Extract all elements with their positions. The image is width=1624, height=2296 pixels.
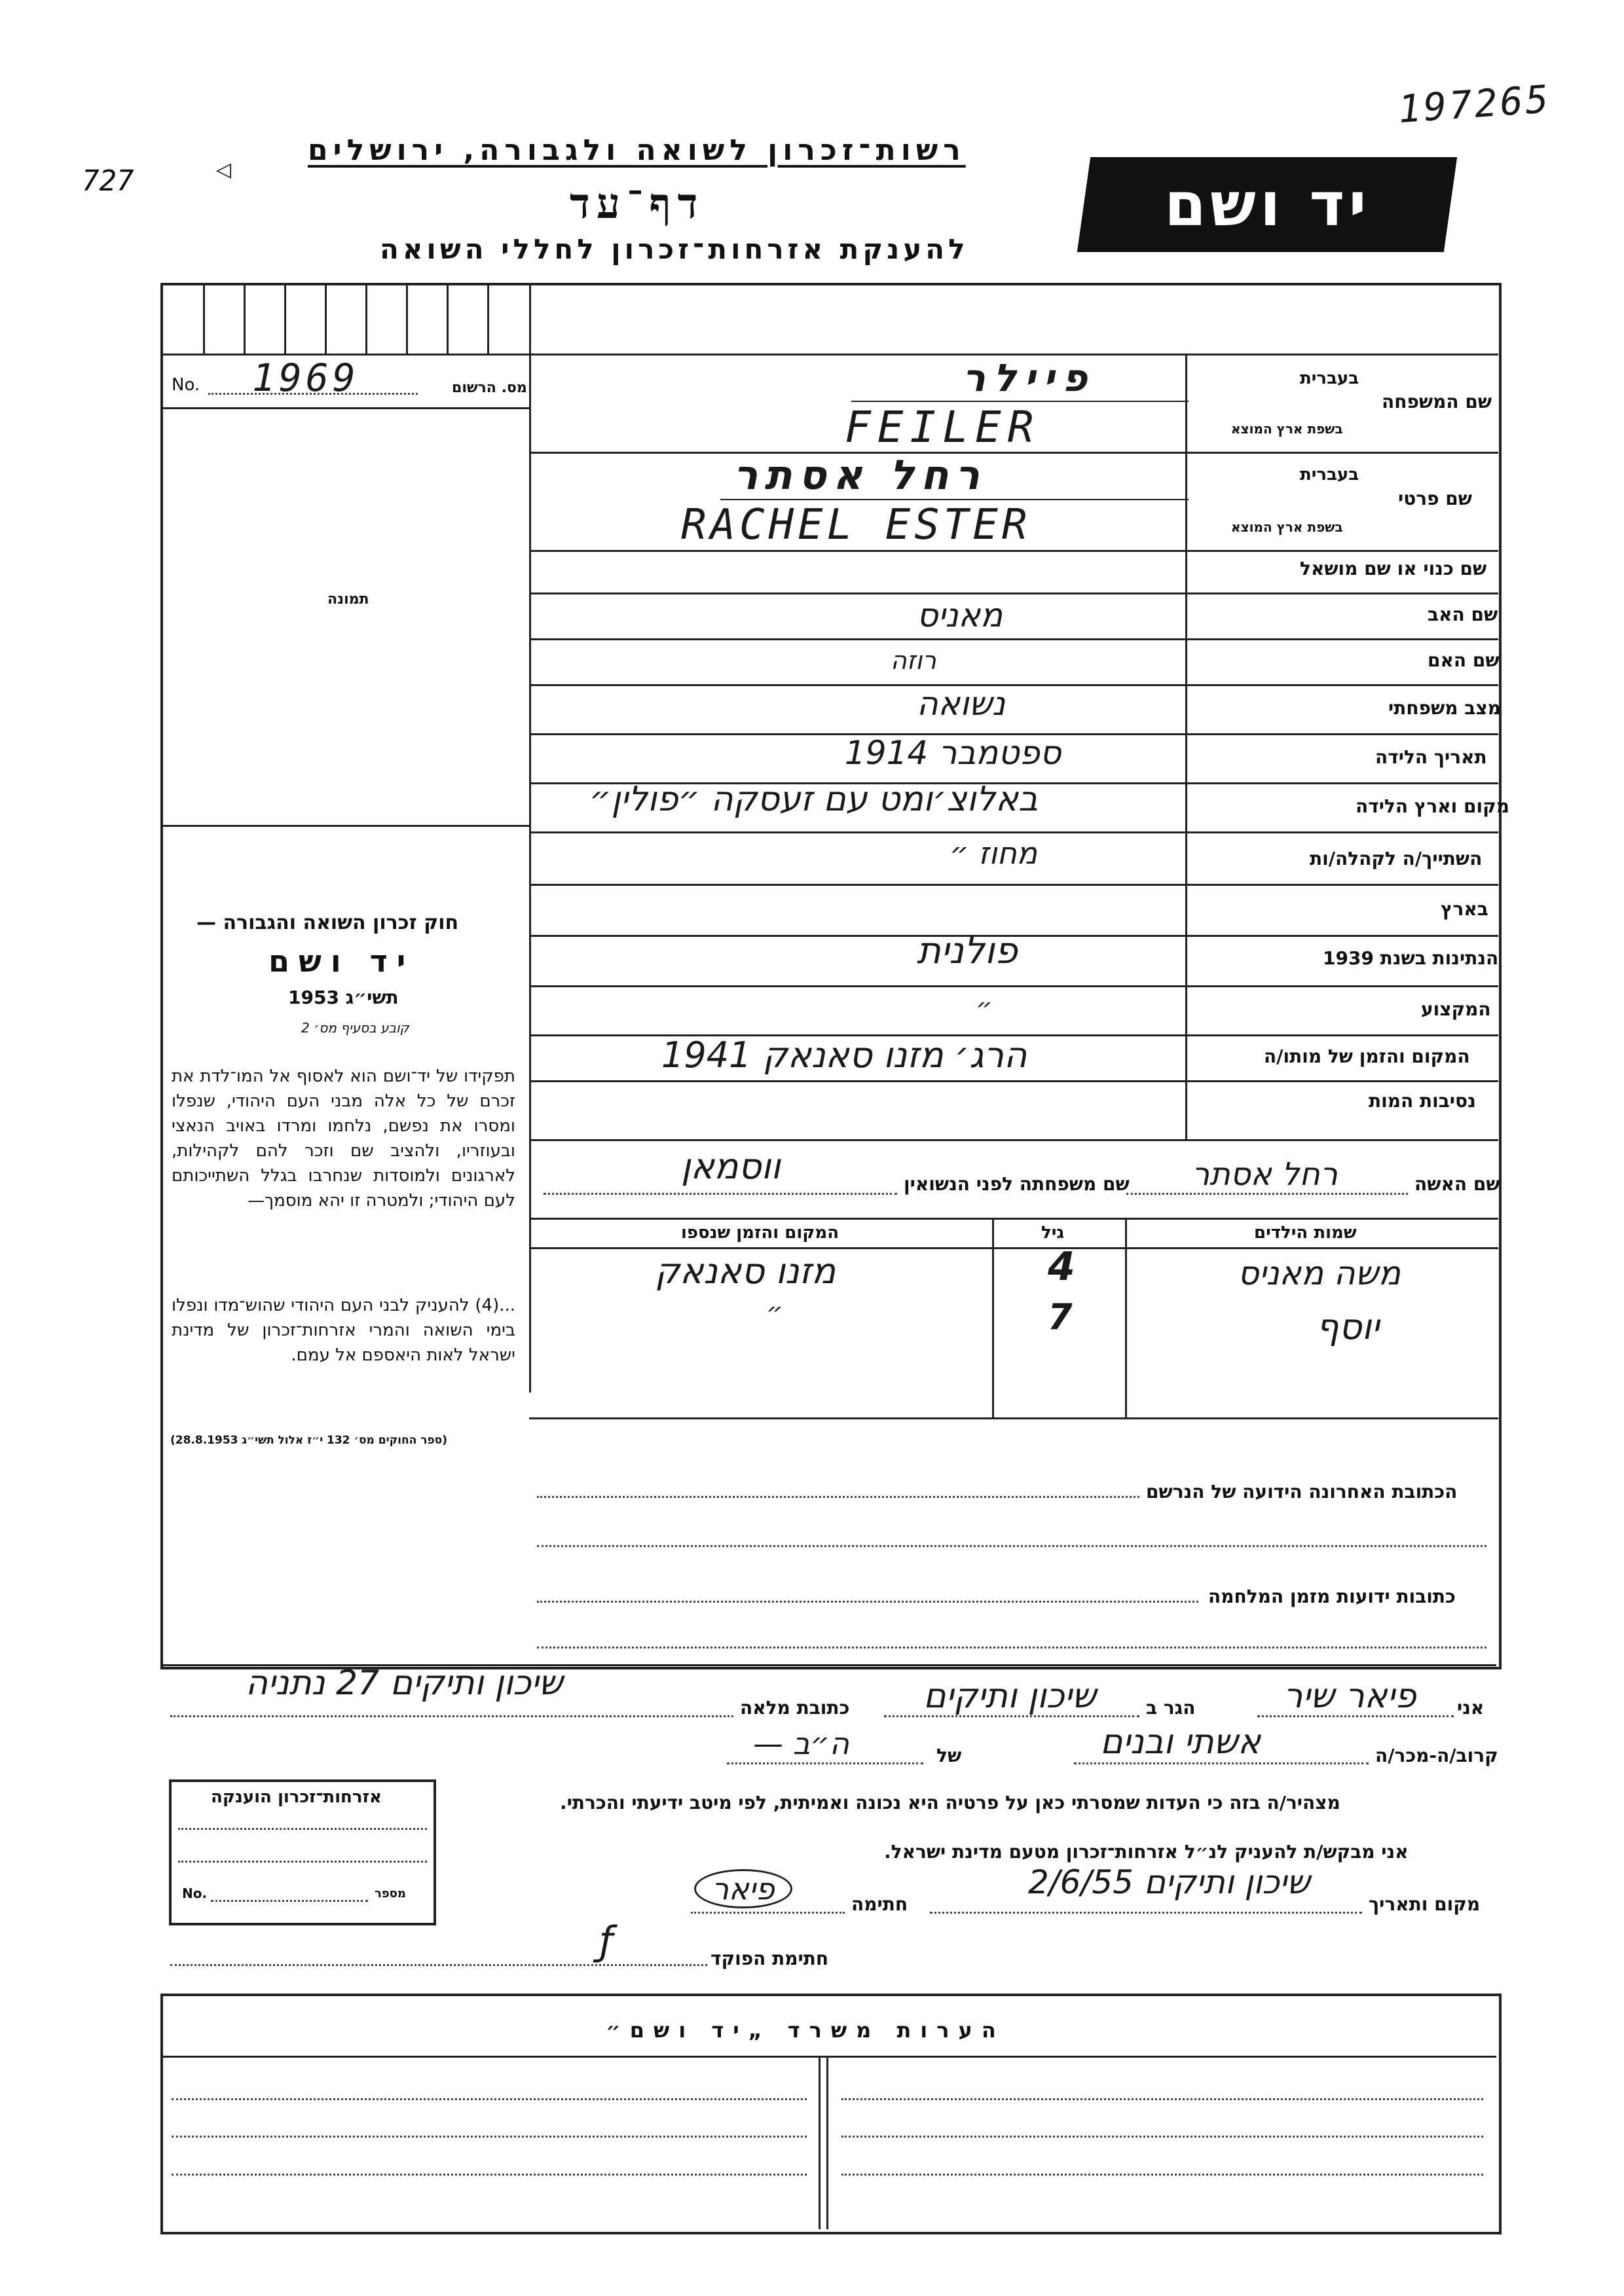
tick (365, 283, 367, 354)
maiden-dotline (544, 1193, 897, 1195)
circumstances-label: נסיבות המות (1369, 1090, 1476, 1112)
birthdate-label: תאריך הלידה (1375, 746, 1487, 768)
law-year: תשי״ג 1953 (288, 987, 399, 1008)
row-divider (529, 831, 1498, 833)
children-header-bottom (529, 1247, 1498, 1249)
declarant-full-address: שיכון ותיקים 27 נתניה (246, 1664, 563, 1703)
signature-label: חתימה (851, 1893, 908, 1915)
row-divider (529, 1139, 1498, 1141)
of-label: של (936, 1745, 962, 1766)
row-divider (529, 684, 1498, 686)
relative-label: קרוב/ה-מכר/ה (1375, 1745, 1498, 1766)
of-value: ה״ב — (753, 1726, 849, 1761)
profession-label: המקצוע (1421, 998, 1491, 1020)
declaration-statement: מצהיר/ה בזה כי העדות שמסרתי כאן על פרטיה היא נכונה ואמיתית, לפי מיטב ידיעתי והכרתי. (560, 1792, 1340, 1813)
family-name-origin-sublabel: בשפת ארץ המוצא (1231, 421, 1343, 437)
declarant-relation: אשתי ובנים (1100, 1722, 1261, 1762)
certificate-box (169, 1779, 436, 1925)
law-text-part1: תפקידו של יד־ושם הוא לאסוף אל המו־לדת את זכרם של כל אלה מבני העם היהודי, שנפלו ומסרו את נפשם, נלחמו ומרדו באויב הנאצי ובעוזריו, ולהציב שם וזכר להם לקהילות, לארגונים ולמוסדות שנחרבו בגלל השתייכותם לעם היהודי; ולמטרה זו יהא מוסמך— (172, 1066, 515, 1211)
nickname-label: שם כנוי או שם מושאל (1300, 558, 1487, 579)
dotline (172, 2136, 807, 2138)
death-place-label: המקום והזמן של מותו/ה (1264, 1046, 1470, 1067)
first-name-hebrew-value: רחל אסתר (733, 451, 986, 499)
death-place-value: הרג׳ מזנו סאנאק 1941 (661, 1034, 1027, 1076)
registration-label-he: מס. הרשום (452, 380, 527, 396)
notes-center-divider (826, 2056, 828, 2229)
arrow-mark-icon: ◁ (216, 158, 232, 181)
full-address-label: כתובת מלאה (740, 1697, 850, 1719)
child-death-place: ״ (766, 1298, 783, 1328)
officer-signature-label: חתימת הפוקד (710, 1948, 829, 1969)
declarant-name: פיאר שיר (1283, 1677, 1416, 1716)
yad-vashem-logo (1077, 157, 1457, 252)
country-label: בארץ (1441, 898, 1488, 920)
child-age: 4 (1048, 1244, 1075, 1290)
dotline (172, 2174, 807, 2176)
left-column-divider (529, 283, 531, 1393)
mother-label: שם האם (1428, 649, 1500, 671)
resides-label: הגר ב (1146, 1697, 1196, 1719)
child-name: יוסף (1316, 1306, 1380, 1347)
birthplace-label: מקום וארץ הלידה (1356, 795, 1509, 817)
wartime-dotline (537, 1601, 1198, 1603)
row-divider (529, 592, 1498, 594)
tick (203, 283, 205, 354)
dotline (1074, 1762, 1369, 1764)
father-value: מאניס (917, 596, 1003, 634)
children-age-header: גיל (1041, 1223, 1065, 1243)
notes-title-bottom (160, 2056, 1496, 2058)
dotline (170, 1715, 733, 1717)
row-divider (529, 452, 1498, 454)
birthdate-value: ספטמבר 1914 (845, 734, 1061, 772)
photo-label: תמונה (327, 591, 369, 608)
officer-dotline (170, 1964, 707, 1966)
registration-number: 1969 (252, 355, 360, 400)
wife-maiden-value: ווסמאן (681, 1146, 781, 1187)
marital-status-value: נשואה (917, 685, 1006, 723)
certificate-number-label-he: מספר (375, 1887, 406, 1901)
authority-line: רשות־זכרון לשואה ולגבורה, ירושלים (308, 134, 966, 167)
wife-name-label: שם האשה (1414, 1173, 1500, 1195)
declarant-signature: פיאר (694, 1869, 792, 1908)
page-subtitle: להענקת אזרחות־זכרון לחללי השואה (380, 233, 969, 265)
declarant-city: שיכון ותיקים (923, 1677, 1096, 1716)
tick (325, 283, 327, 354)
address-dotline (537, 1647, 1486, 1649)
citizenship-request: אני מבקש/ת להעניק לנ״ל אזרחות־זכרון מטעם מדינת ישראל. (884, 1841, 1409, 1863)
first-name-label: שם פרטי (1398, 488, 1473, 509)
first-hebrew-underline (720, 499, 1189, 500)
certificate-number-label-en: No. (182, 1886, 208, 1901)
mother-value: רוזה (891, 646, 936, 675)
address-dotline (537, 1545, 1486, 1547)
family-name-hebrew-value: פיילר (963, 355, 1096, 400)
registration-row-bottom (160, 407, 530, 409)
dotline (211, 1900, 368, 1902)
dotline (841, 2174, 1483, 2176)
archive-number-top-right: 197265 (1396, 76, 1553, 132)
wife-dotline (1126, 1193, 1408, 1195)
profession-value: ״ (976, 993, 993, 1023)
dotline (841, 2098, 1483, 2100)
dotline (727, 1762, 923, 1764)
law-name: יד ושם (268, 943, 415, 979)
first-name-origin-sublabel: בשפת ארץ המוצא (1231, 519, 1343, 535)
place-date-value: שיכון ותיקים 2/6/55 (1028, 1863, 1310, 1901)
wartime-address-label: כתובות ידועות מזמן המלחמה (1208, 1586, 1456, 1607)
notes-center-divider (819, 2056, 821, 2229)
row-divider (529, 985, 1498, 987)
child-name: משה מאניס (1238, 1254, 1401, 1292)
citizenship-value: פולנית (917, 930, 1018, 972)
wife-name-value: רחל אסתר (1192, 1156, 1338, 1193)
family-name-label: שם המשפחה (1382, 391, 1492, 412)
father-label: שם האב (1428, 604, 1498, 625)
office-notes-title: הערות משרד „יד ושם״ (606, 2018, 1005, 2043)
children-names-header: שמות הילדים (1254, 1223, 1357, 1243)
children-place-header: המקום והזמן שנספו (681, 1223, 840, 1243)
last-address-label: הכתובת האחרונה הידועה של הנרשם (1146, 1481, 1458, 1503)
photo-box-bottom (160, 825, 530, 827)
archive-number-top-left: 727 (82, 164, 134, 198)
dotline (691, 1912, 845, 1914)
last-address-dotline (537, 1496, 1139, 1498)
declarant-i-label: אני (1457, 1697, 1485, 1719)
tick (447, 283, 449, 354)
logo-text: יד ושם (1164, 170, 1371, 240)
row-divider (529, 1218, 1498, 1220)
law-citation: (ספר החוקים מס׳ 132 י״ז אלול תשי״ג 28.8.1953) (170, 1434, 447, 1447)
place-date-label: מקום ותאריך (1369, 1893, 1481, 1915)
dotline (841, 2136, 1483, 2138)
registration-label-en: No. (172, 375, 200, 395)
tick (487, 283, 489, 354)
family-name-hebrew-sublabel: בעברית (1300, 369, 1359, 388)
tick (284, 283, 286, 354)
dotline (178, 1828, 427, 1830)
row-divider (529, 550, 1498, 552)
birthplace-value: באלוצ׳ומט עם זעסקה ״פולין״ (589, 780, 1039, 819)
row-divider (529, 1080, 1498, 1082)
row-divider (529, 638, 1498, 640)
dotline (172, 2098, 807, 2100)
first-name-hebrew-sublabel: בעברית (1300, 465, 1359, 484)
child-death-place: מזנו סאנאק (655, 1250, 836, 1292)
dotline (930, 1912, 1362, 1914)
family-name-origin-value: FEILER (845, 402, 1041, 452)
children-table-bottom (529, 1417, 1498, 1419)
community-value: מחוז ״ (950, 835, 1038, 871)
row-divider (529, 884, 1498, 886)
law-text-part2: ...(4) להעניק לבני העם היהודי שהוש־מדו ונפלו בימי השואה והמרי אזרחות־זכרון של מדינת ישראל לאות היאספם אל עמם. (172, 1296, 515, 1365)
wife-maiden-label: שם משפחתה לפני הנשואין (904, 1173, 1130, 1195)
label-column-divider (1185, 354, 1187, 1139)
page-title: דף־עד (570, 179, 705, 228)
tick (244, 283, 246, 354)
citizenship-label: הנתינות בשנת 1939 (1323, 947, 1499, 969)
marital-status-label: מצב משפחתי (1388, 697, 1501, 719)
officer-signature-mark: ƒ (599, 1918, 614, 1964)
community-label: השתייך/ה לקהלה/ות (1310, 848, 1483, 869)
law-title: חוק זכרון השואה והגבורה — (196, 911, 459, 934)
dotline (178, 1861, 427, 1863)
law-clause: קובע בסעיף מס׳ 2 (301, 1020, 409, 1036)
certificate-box-title: אזרחות־זכרון הוענקה (211, 1787, 382, 1807)
child-age: 7 (1048, 1296, 1073, 1338)
tick (406, 283, 408, 354)
first-name-origin-value: RACHEL ESTER (681, 501, 1031, 549)
